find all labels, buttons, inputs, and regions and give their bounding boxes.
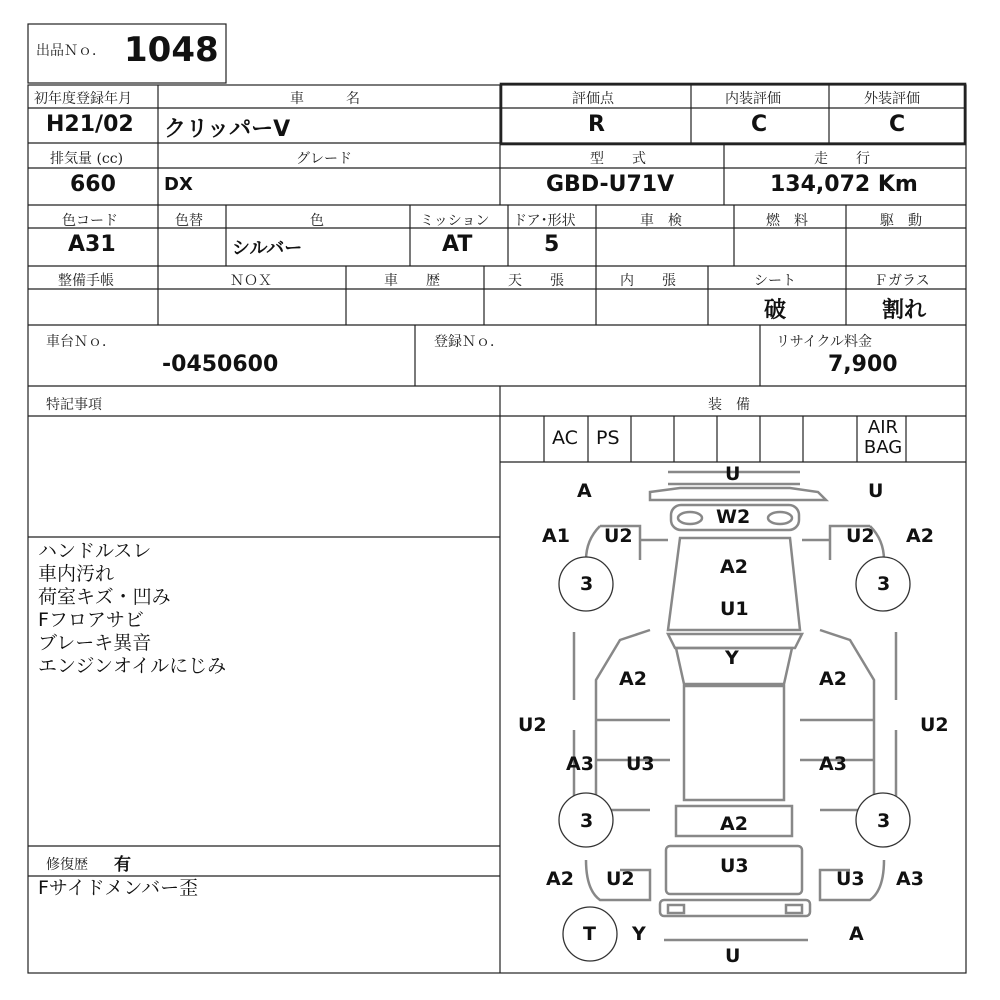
mark: T [583, 923, 596, 945]
mark: A [577, 480, 592, 502]
mark: U [725, 945, 741, 967]
first-reg-value: H21/02 [46, 112, 134, 137]
first-reg-label: 初年度登録年月 [34, 91, 132, 107]
mark: A2 [546, 868, 574, 890]
chassis-no-label: 車台Ｎｏ． [46, 334, 116, 350]
mark: U1 [720, 598, 749, 620]
mark: W2 [716, 506, 751, 528]
note-line: 車内汚れ [38, 563, 115, 585]
transmission-label: ミッション [420, 213, 490, 229]
color-label: 色 [310, 213, 324, 229]
grade-label: グレード [296, 151, 352, 167]
fuel-label: 燃 料 [766, 213, 808, 229]
doors-value: 5 [544, 232, 560, 257]
recycle-value: 7,900 [828, 352, 898, 377]
lot-number: 1048 [124, 30, 219, 70]
model-value: GBD-U71V [546, 172, 675, 197]
mark: A2 [720, 556, 748, 578]
interior-value: C [751, 112, 768, 137]
score-label: 評価点 [572, 91, 614, 107]
mark: U [725, 463, 741, 485]
repair-value: 有 [114, 855, 131, 875]
color-value: シルバー [232, 238, 303, 259]
model-label: 型 式 [590, 151, 646, 167]
mark: U3 [836, 868, 865, 890]
note-line: Fフロアサビ [38, 609, 144, 631]
note-line: ハンドルスレ [38, 540, 152, 562]
color-code-label: 色コード [62, 213, 118, 229]
equipment-airbag: AIR BAG [863, 417, 903, 458]
interior-trim-label: 内 張 [620, 273, 676, 289]
mark: U2 [518, 714, 547, 736]
mark: U2 [606, 868, 635, 890]
equipment-ac: AC [552, 427, 578, 449]
mark: A2 [906, 525, 934, 547]
mark: Y [632, 923, 646, 945]
mark: A3 [566, 753, 594, 775]
inspection-label: 車 検 [640, 213, 682, 229]
seat-label: シート [754, 273, 796, 289]
mark: A1 [542, 525, 570, 547]
history-label: 車 歴 [384, 273, 440, 289]
mark: U2 [604, 525, 633, 547]
score-value: R [588, 112, 605, 137]
equipment-ps: PS [596, 427, 620, 449]
recycle-label: リサイクル料金 [776, 334, 873, 350]
mark: A2 [720, 813, 748, 835]
displacement-value: 660 [70, 172, 116, 197]
exterior-label: 外装評価 [864, 91, 920, 107]
mark: Y [725, 647, 739, 669]
f-glass-label: Ｆガラス [874, 273, 930, 289]
mark: A [849, 923, 864, 945]
repair-detail: Fサイドメンバー歪 [38, 877, 199, 899]
mileage-label: 走 行 [814, 151, 870, 167]
notes-label: 特記事項 [46, 397, 102, 413]
color-change-label: 色替 [175, 213, 203, 229]
transmission-value: AT [442, 232, 473, 257]
exterior-value: C [889, 112, 906, 137]
mark: A3 [896, 868, 924, 890]
mark: 3 [877, 810, 891, 832]
chassis-no-value: -0450600 [162, 352, 279, 377]
note-line: ブレーキ異音 [38, 632, 152, 654]
note-line: 荷室キズ・凹み [38, 586, 171, 608]
mark: U2 [846, 525, 875, 547]
equipment-label: 装 備 [708, 397, 750, 413]
interior-label: 内装評価 [725, 91, 781, 107]
f-glass-value: 割れ [882, 298, 927, 323]
mark: 3 [877, 573, 891, 595]
doors-label: ドア･形状 [513, 213, 576, 229]
grade-value: DX [164, 174, 193, 195]
nox-label: ＮＯＸ [230, 273, 272, 289]
repair-label: 修復歴 [46, 857, 88, 873]
service-book-label: 整備手帳 [58, 273, 114, 289]
mark: U2 [920, 714, 949, 736]
color-code-value: A31 [68, 232, 116, 257]
reg-no-label: 登録Ｎｏ． [434, 334, 504, 350]
lot-label: 出品Ｎｏ． [36, 43, 106, 59]
mark: U [868, 480, 884, 502]
mark: A2 [619, 668, 647, 690]
mark: 3 [580, 573, 594, 595]
mark: A3 [819, 753, 847, 775]
mark: U3 [626, 753, 655, 775]
mileage-value: 134,072 Km [770, 172, 918, 197]
mark: 3 [580, 810, 594, 832]
displacement-label: 排気量 (cc) [50, 151, 124, 167]
car-name-label: 車 名 [290, 91, 360, 107]
car-name-value: クリッパーV [164, 117, 291, 142]
mark: U3 [720, 855, 749, 877]
mark: A2 [819, 668, 847, 690]
note-line: エンジンオイルにじみ [38, 655, 227, 677]
seat-value: 破 [764, 298, 787, 323]
ceiling-label: 天 張 [508, 273, 564, 289]
drive-label: 駆 動 [880, 213, 922, 229]
